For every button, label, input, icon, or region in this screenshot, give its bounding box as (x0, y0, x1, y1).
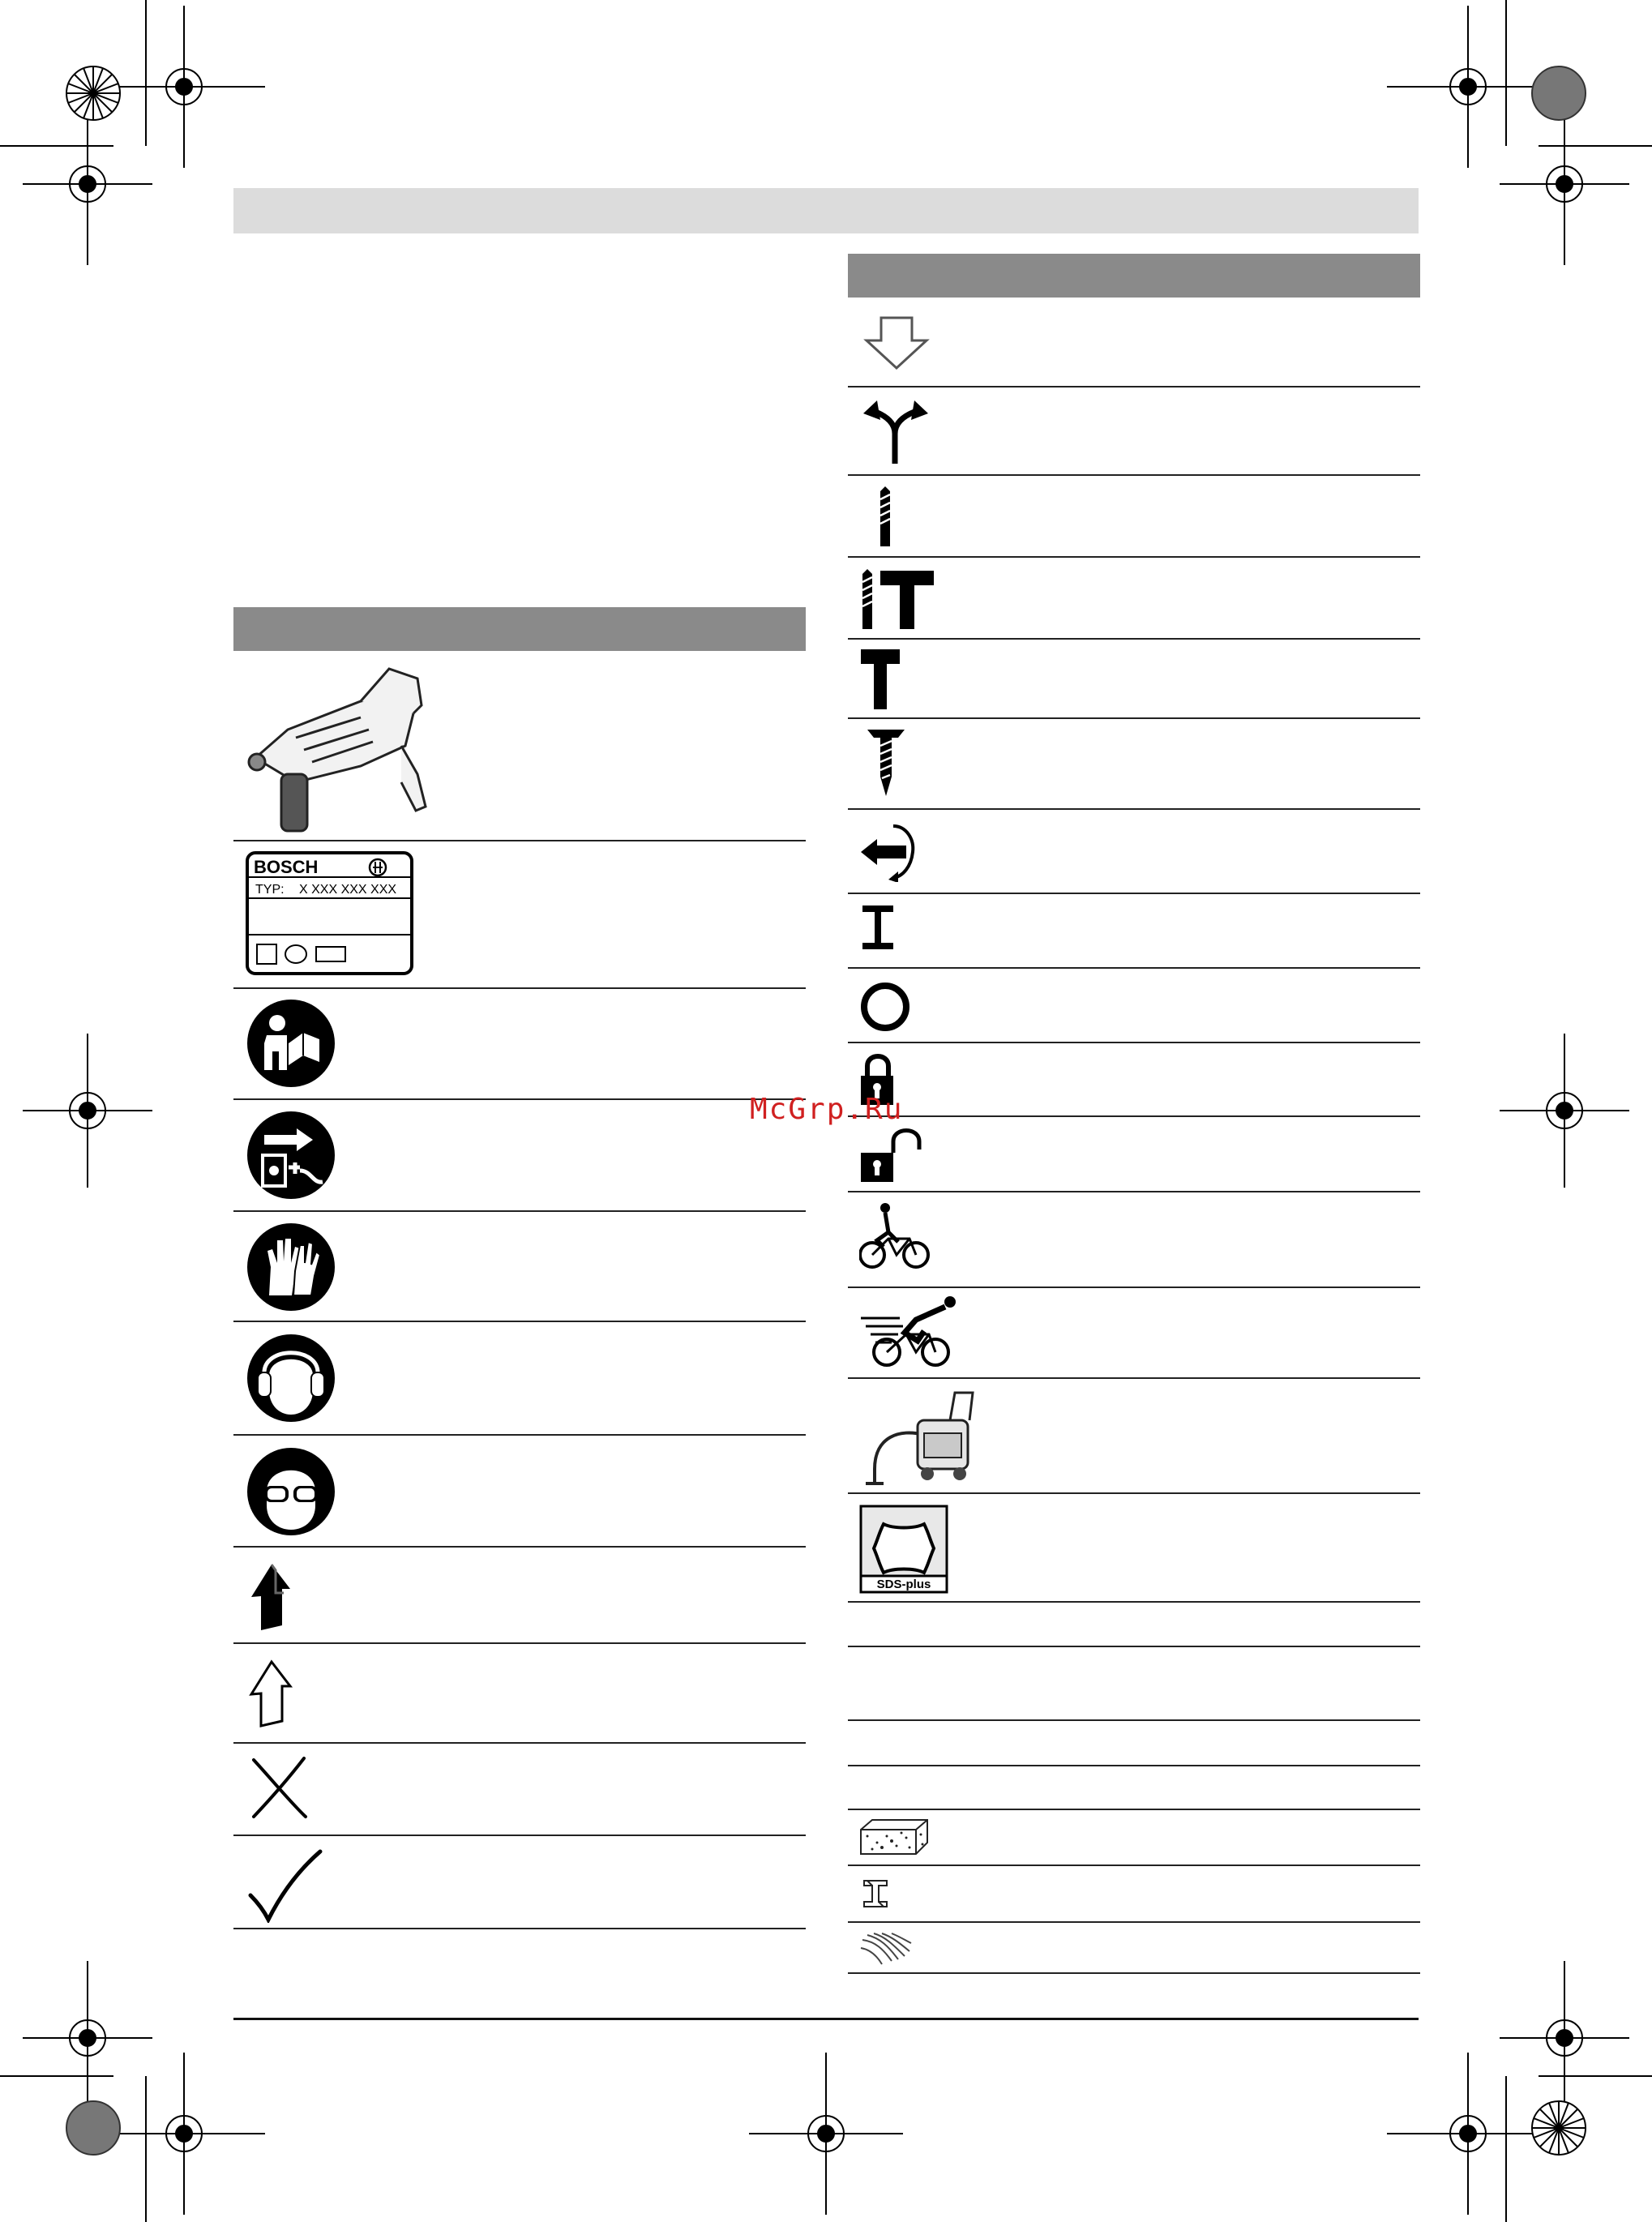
left-section-header (233, 607, 806, 651)
unplug-icon (246, 1111, 336, 1200)
eye-protection-icon (246, 1447, 336, 1536)
watermark: McGrp.Ru (750, 1093, 904, 1126)
drill-bit-icon (874, 485, 897, 548)
outline-arrow-icon (243, 1658, 300, 1731)
ear-protection-icon (246, 1334, 336, 1423)
rotation-arrow-icon (858, 821, 922, 882)
fork-arrow-icon (859, 397, 932, 466)
steel-icon (859, 1877, 892, 1910)
sds-plus-icon (859, 1505, 948, 1594)
wood-icon (859, 1932, 913, 1966)
concrete-icon (859, 1818, 929, 1856)
power-tool-drawing (239, 661, 430, 835)
filled-arrow-icon (243, 1561, 300, 1633)
off-icon (859, 981, 911, 1033)
slow-cyclist-icon (859, 1201, 932, 1271)
nameplate-type-label: TYP: (255, 883, 285, 897)
nameplate-brand: BOSCH (254, 857, 319, 877)
arrow-down-icon (863, 315, 930, 371)
checkmark-icon (247, 1848, 324, 1923)
read-manual-icon (246, 999, 336, 1088)
screw-icon (866, 728, 906, 798)
nameplate (246, 851, 413, 975)
cross-icon (247, 1755, 312, 1820)
header-band (233, 188, 1419, 233)
chisel-icon (858, 646, 903, 711)
gloves-icon (246, 1222, 336, 1312)
unlock-icon (858, 1125, 927, 1186)
hammer-drill-icon (858, 567, 939, 631)
vacuum-cleaner-icon (859, 1388, 981, 1485)
sds-label: SDS-plus (876, 1578, 931, 1591)
right-section-header (848, 254, 1420, 298)
on-icon (859, 902, 897, 953)
nameplate-type-number: X XXX XXX XXX (299, 883, 397, 897)
fast-cyclist-icon (859, 1295, 961, 1368)
footer-rule (233, 2018, 1419, 2020)
